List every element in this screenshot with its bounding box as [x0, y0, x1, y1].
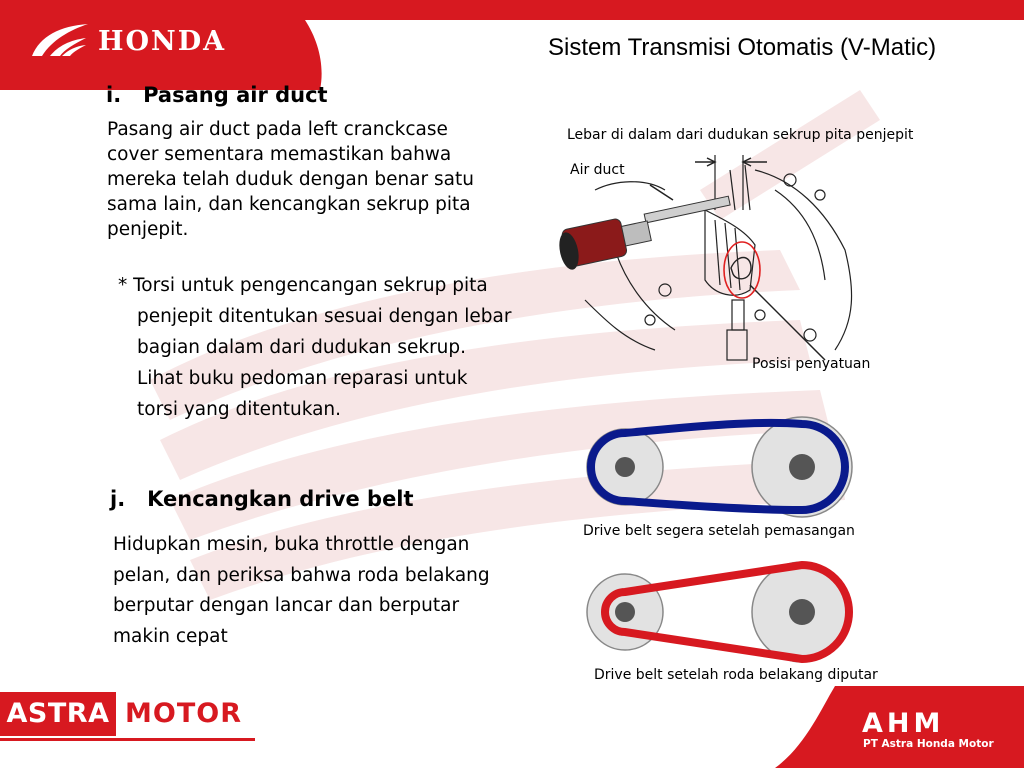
note-line: bagian dalam dari dudukan sekrup.: [137, 337, 467, 358]
torque-note: [118, 270, 511, 425]
note-line: Lihat buku pedoman reparasi untuk: [137, 368, 468, 389]
section-j-paragraph: [113, 530, 490, 652]
astra-logo-box: ASTRA: [0, 692, 116, 736]
paragraph-line: makin cepat: [113, 625, 228, 647]
note-line: * Torsi untuk pengencangan sekrup pita: [118, 275, 488, 296]
belt-installed-caption: Drive belt segera setelah pemasangan: [583, 523, 855, 539]
ahm-subtitle: PT Astra Honda Motor: [863, 738, 994, 750]
section-i-paragraph: [107, 117, 474, 242]
page-title: Sistem Transmisi Otomatis (V-Matic): [548, 34, 937, 61]
honda-wing-icon: [30, 24, 90, 58]
belt-rotated-caption: Drive belt setelah roda belakang diputar: [594, 667, 878, 683]
section-j-heading: j. Kencangkan drive belt: [110, 487, 414, 511]
air-duct-label: Air duct: [570, 162, 625, 178]
footer-divider: [0, 738, 255, 741]
honda-logo-text: HONDA: [98, 26, 227, 57]
paragraph-line: Pasang air duct pada left cranckcase: [107, 119, 448, 140]
width-label: Lebar di dalam dari dudukan sekrup pita penjepit: [567, 127, 914, 143]
section-i-heading: i. Pasang air duct: [106, 83, 328, 107]
air-duct-illustration: [555, 150, 885, 365]
paragraph-line: penjepit.: [107, 219, 189, 240]
rear-pulley-hub: [789, 599, 815, 625]
paragraph-line: mereka telah duduk dengan benar satu: [107, 169, 475, 190]
front-pulley-hub: [615, 602, 635, 622]
paragraph-line: pelan, dan periksa bahwa roda belakang: [113, 564, 490, 586]
drive-belt-installed-diagram: [580, 410, 855, 520]
note-line: torsi yang ditentukan.: [137, 399, 342, 420]
front-pulley-hub: [615, 457, 635, 477]
paragraph-line: cover sementara memastikan bahwa: [107, 144, 452, 165]
position-label: Posisi penyatuan: [752, 356, 871, 372]
paragraph-line: Hidupkan mesin, buka throttle dengan: [113, 534, 470, 555]
paragraph-line: berputar dengan lancar dan berputar: [113, 595, 460, 616]
note-line: penjepit ditentukan sesuai dengan lebar: [137, 306, 512, 327]
drive-belt-rotated-diagram: [580, 555, 855, 665]
ahm-logo-text: AHM: [862, 708, 945, 739]
rear-pulley-hub: [789, 454, 815, 480]
paragraph-line: sama lain, dan kencangkan sekrup pita: [107, 194, 471, 215]
motor-logo-text: MOTOR: [125, 698, 242, 729]
